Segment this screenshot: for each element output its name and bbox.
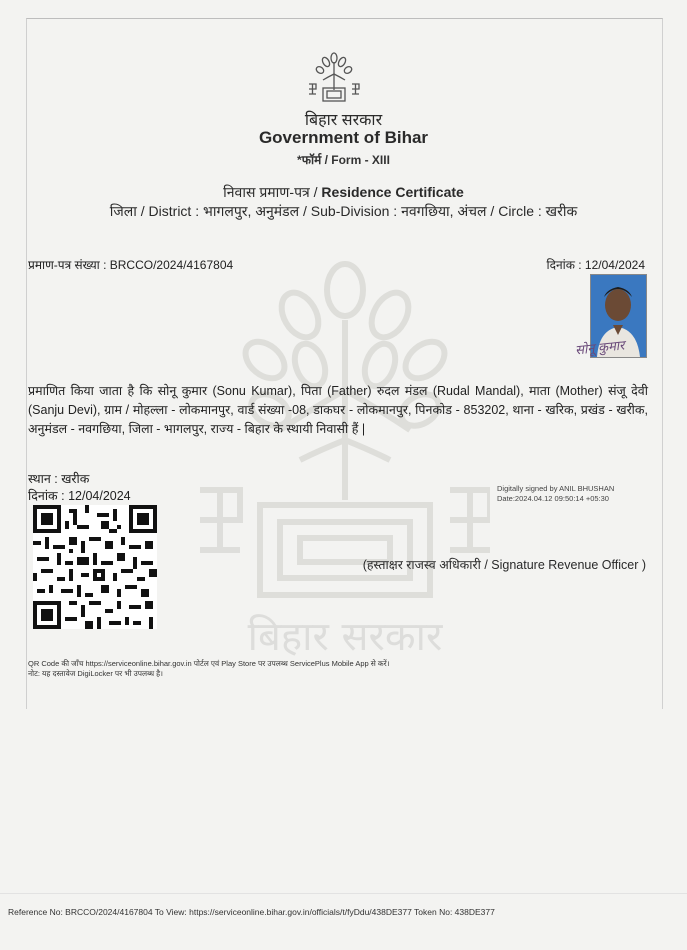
applicant-signature: सोनू कुमार (574, 337, 626, 358)
subdivision-label: अनुमंडल / Sub-Division : (255, 203, 402, 219)
subdivision-value: नवगछिया, (401, 203, 458, 219)
reference-footer: Reference No: BRCCO/2024/4167804 To View: https://serviceonline.bihar.gov.in/officials/t/fyDdu/438DE377 Token No: 438DE377 (8, 907, 495, 917)
digital-signature-info (497, 484, 614, 504)
circle-value: खरीक (545, 203, 578, 219)
digital-signature-signer: Digitally signed by ANIL BHUSHAN (497, 484, 615, 493)
footer-divider (0, 893, 687, 894)
qr-verification-note (28, 659, 390, 679)
certificate-title-hindi: निवास प्रमाण-पत्र / (223, 184, 322, 200)
signature-revenue-officer-label: (हस्ताक्षर राजस्व अधिकारी / Signature Revenue Officer ) (362, 558, 646, 572)
certificate-title (0, 183, 687, 202)
government-title-hindi: बिहार सरकार (304, 112, 383, 129)
issue-date-top: दिनांक : 12/04/2024 (546, 258, 645, 272)
certificate-body: प्रमाणित किया जाता है कि सोनू कुमार (Sonu Kumar), पिता (Father) रुदल मंडल (Rudal Mandal), माता (Mother) संजू देवी (Sanju Devi), ग्राम / मोहल्ला - लोकमानपुर, वार्ड संख्या -08, डाकघर - लोकमानपुर, पिनकोड - 853202, थाना - खरिक, प्रखंड - खरीक, अनुमंडल - नवगछिया, जिला - भागलपुर, राज्य - बिहार के स्थायी निवासी हैं | (28, 384, 648, 436)
circle-label: अंचल / Circle : (457, 203, 546, 219)
place: स्थान : खरीक (28, 472, 90, 486)
bihar-emblem-icon (306, 50, 362, 106)
certificate-number: प्रमाण-पत्र संख्या : BRCCO/2024/4167804 (28, 258, 234, 272)
digital-signature-date: Date:2024.04.12 09:50:14 +05:30 (497, 494, 609, 503)
form-number: *फॉर्म / Form - XIII (297, 153, 390, 167)
digilocker-note: नोट: यह दस्तावेज DigiLocker पर भी उपलब्ध है। (28, 669, 163, 678)
government-title-english: Government of Bihar (258, 128, 429, 147)
certificate-title-english: Residence Certificate (321, 184, 464, 200)
qr-note-line1: QR Code की जाँच https://serviceonline.bihar.gov.in पोर्टल एवं Play Store पर उपलब्ध ServicePlus Mobile App से करें। (28, 659, 390, 668)
qr-code (33, 505, 157, 629)
issue-date-bottom: दिनांक : 12/04/2024 (28, 489, 131, 503)
location-line (0, 202, 687, 221)
district-value: भागलपुर, (203, 203, 256, 219)
district-label: जिला / District : (109, 203, 203, 219)
svg-text:बिहार सरकार: बिहार सरकार (247, 614, 443, 660)
